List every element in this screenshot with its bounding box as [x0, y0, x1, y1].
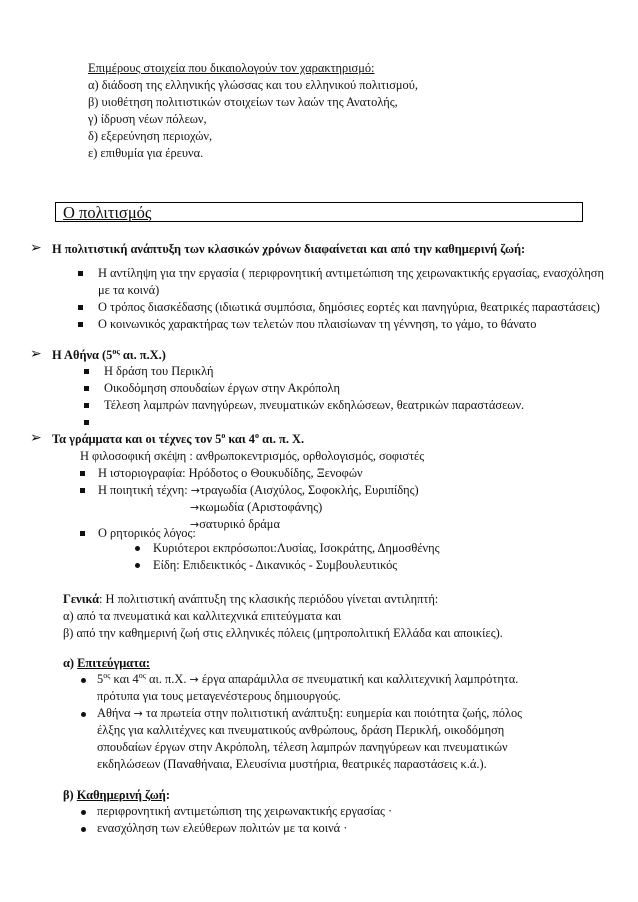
- square-bullet-icon: [84, 386, 89, 391]
- list-item-poetry: Η ποιητική τέχνη: →τραγωδία (Αισχύλος, Σοφοκλής, Ευριπίδης): [98, 483, 419, 497]
- list-item-cont: με τα κοινά): [98, 283, 160, 297]
- general-line: β) από την καθημερινή ζωή στις ελληνικές πόλεις (μητροπολιτική Ελλάδα και αποικίες).: [63, 626, 503, 640]
- list-subitem: →κωμωδία (Αριστοφάνης): [190, 500, 323, 514]
- round-bullet-icon: [81, 827, 86, 832]
- daily-life-item: ενασχόληση των ελεύθερων πολιτών με τα κοινά ·: [97, 821, 348, 835]
- list-subitem: Είδη: Επιδεικτικός - Δικανικός - Συμβουλευτικός: [153, 558, 398, 572]
- achievement-item-cont: έλξης για καλλιτέχνες και πνευματικούς ανθρώπους, δράση Περικλή, οικοδόμηση: [97, 723, 505, 737]
- list-item: Ο κοινωνικός χαρακτήρας των τελετών που πλαισίωναν τη γέννηση, το γάμο, το θάνατο: [98, 317, 537, 331]
- intro-item: ε) επιθυμία για έρευνα.: [88, 146, 204, 160]
- right-arrow-icon: →: [190, 501, 200, 514]
- right-arrow-icon: →: [189, 673, 199, 686]
- round-bullet-icon: [135, 563, 140, 568]
- square-bullet-icon: [78, 305, 83, 310]
- square-bullet-icon: [80, 531, 85, 536]
- intro-item: β) υιοθέτηση πολιτιστικών στοιχείων των λαών της Ανατολής,: [88, 95, 398, 109]
- square-bullet-icon: [80, 471, 85, 476]
- achievement-item-cont: εκδηλώσεων (Παναθήναια, Ελευσίνια μυστήρια, θεατρικές παραστάσεις κ.ά.).: [97, 757, 487, 771]
- intro-item: δ) εξερεύνηση περιοχών,: [88, 129, 213, 143]
- square-bullet-icon: [84, 403, 89, 408]
- achievement-item: $5^{o\varsigma}$ και $4^{o\varsigma}$ αι. π.Χ. → έργα απαράμιλλα σε πνευματική και καλλιτεχνική λαμπρότητα.: [97, 670, 519, 686]
- list-item: Η δράση του Περικλή: [104, 364, 214, 378]
- square-bullet-icon: [78, 322, 83, 327]
- general-summary: Γενικά: Η πολιτιστική ανάπτυξη της κλασικής περιόδου γίνεται αντιληπτή:: [63, 592, 439, 606]
- square-bullet-icon: [84, 369, 89, 374]
- section-heading-culture: Η πολιτιστική ανάπτυξη των κλασικών χρόνων διαφαίνεται και από την καθημερινή ζωή:: [52, 242, 526, 256]
- philosophy-text: Η φιλοσοφική σκέψη : ανθρωποκεντρισμός, ορθολογισμός, σοφιστές: [80, 449, 425, 463]
- list-item: Ο ρητορικός λόγος:: [98, 526, 196, 540]
- section-heading-letters-arts: Τα γράμματα και οι τέχνες τον $5^o$ και $4^o$ αι. π. Χ.: [52, 430, 305, 446]
- list-item: Οικοδόμηση σπουδαίων έργων στην Ακρόπολη: [104, 381, 340, 395]
- list-subitem: →σατυρικό δράμα: [190, 517, 280, 531]
- list-item: Η ιστοριογραφία: Ηρόδοτος ο Θουκυδίδης, Ξενοφών: [98, 466, 363, 480]
- round-bullet-icon: [81, 712, 86, 717]
- square-bullet-icon: [84, 420, 89, 425]
- arrow-bullet-icon: ➢: [30, 346, 42, 362]
- list-subitem: Κυριότεροι εκπρόσωποι:Λυσίας, Ισοκράτης, Δημοσθένης: [153, 541, 440, 555]
- round-bullet-icon: [135, 546, 140, 551]
- achievement-item-cont: πρότυπα για τους μεταγενέστερους δημιουργούς.: [97, 689, 341, 703]
- daily-life-item: περιφρονητική αντιμετώπιση της χειρωνακτικής εργασίας ·: [97, 804, 393, 818]
- section-title-box: [55, 202, 583, 222]
- round-bullet-icon: [81, 678, 86, 683]
- list-item: Η αντίληψη για την εργασία ( περιφρονητική αντιμετώπιση της χειρωνακτικής εργασίας, ενασχόληση: [98, 266, 604, 280]
- achievements-heading: α) Επιτεύγματα:: [63, 656, 150, 670]
- section-title: Ο πολιτισμός: [63, 203, 152, 222]
- daily-life-heading: β) Καθημερινή ζωή:: [63, 788, 170, 802]
- right-arrow-icon: →: [190, 484, 200, 497]
- list-item: Τέλεση λαμπρών πανηγύρεων, πνευματικών εκδηλώσεων, θεατρικών παραστάσεων.: [104, 398, 525, 412]
- achievement-item: Αθήνα → τα πρωτεία στην πολιτιστική ανάπτυξη: ευημερία και ποιότητα ζωής, πόλος: [97, 706, 523, 720]
- intro-heading: Επιμέρους στοιχεία που δικαιολογούν τον χαρακτηρισμό:: [88, 61, 375, 75]
- right-arrow-icon: →: [133, 707, 143, 720]
- achievement-item-cont: σπουδαίων έργων στην Ακρόπολη, τέλεση λαμπρών πανηγύρεων και πνευματικών: [97, 740, 508, 754]
- intro-item: γ) ίδρυση νέων πόλεων,: [88, 112, 207, 126]
- list-item: Ο τρόπος διασκέδασης (ιδιωτικά συμπόσια, δημόσιες εορτές και πανηγύρια, θεατρικές παραστάσεις): [98, 300, 600, 314]
- intro-item: α) διάδοση της ελληνικής γλώσσας και του ελληνικού πολιτισμού,: [88, 78, 418, 92]
- right-arrow-icon: →: [190, 518, 200, 531]
- section-heading-athens: Η Αθήνα ($5^{o\varsigma}$ αι. π.Χ.): [52, 346, 166, 362]
- arrow-bullet-icon: ➢: [30, 240, 42, 256]
- square-bullet-icon: [78, 271, 83, 276]
- round-bullet-icon: [81, 810, 86, 815]
- arrow-bullet-icon: ➢: [30, 430, 42, 446]
- general-line: α) από τα πνευματικά και καλλιτεχνικά επιτεύγματα και: [63, 609, 342, 623]
- square-bullet-icon: [80, 488, 85, 493]
